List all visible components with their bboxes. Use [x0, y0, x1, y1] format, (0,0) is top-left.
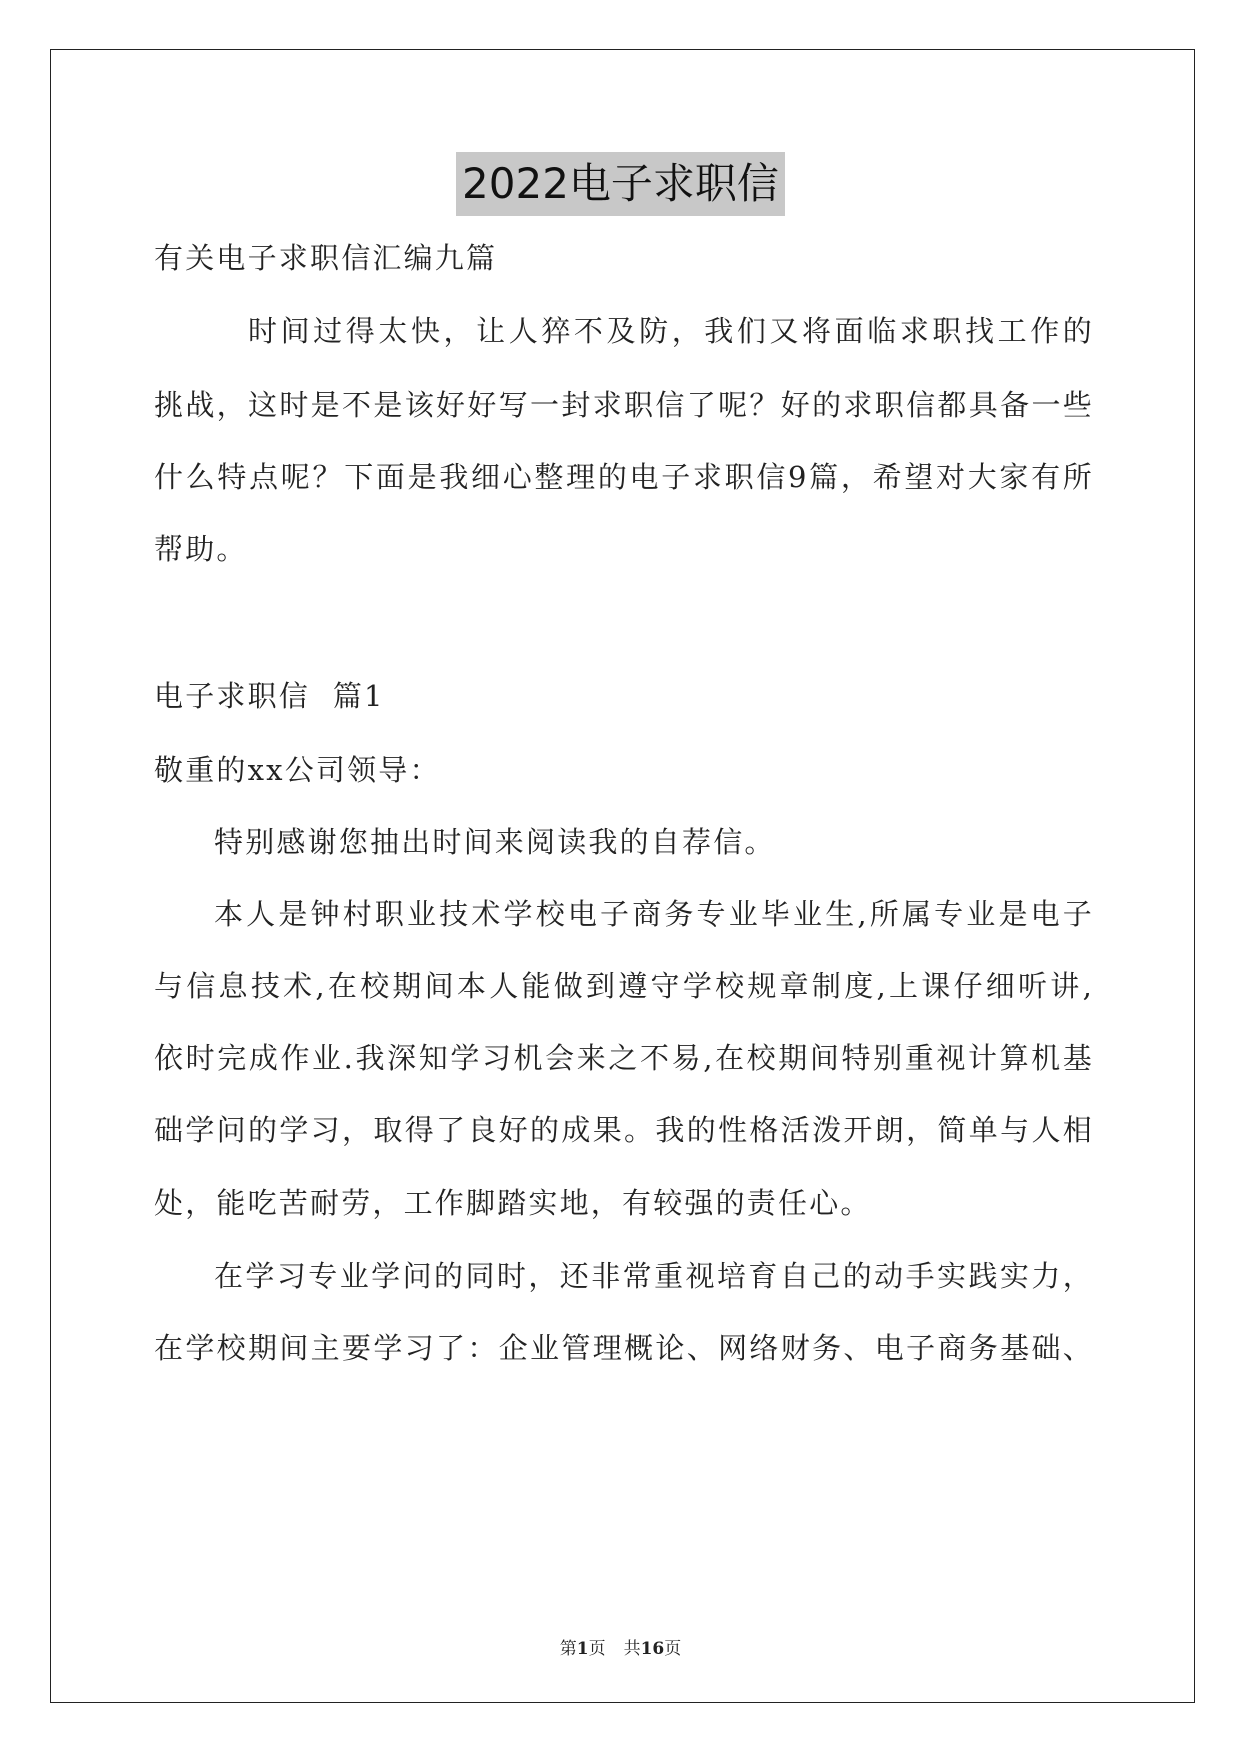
body-line-4: 依时完成作业.我深知学习机会来之不易,在校期间特别重视计算机基 — [154, 1041, 1094, 1075]
intro-line-3: 什么特点呢？下面是我细心整理的电子求职信9篇，希望对大家有所 — [154, 460, 1094, 494]
intro-line-2: 挑战，这时是不是该好好写一封求职信了呢？好的求职信都具备一些 — [154, 388, 1094, 422]
section-heading: 电子求职信 篇1 — [154, 679, 385, 713]
page-number-footer — [0, 1634, 1241, 1659]
body-line-6: 处，能吃苦耐劳，工作脚踏实地，有较强的责任心。 — [154, 1186, 872, 1220]
document-title — [0, 152, 1241, 216]
body-line-2: 本人是钟村职业技术学校电子商务专业毕业生,所属专业是电子 — [214, 897, 1094, 931]
intro-line-1: 时间过得太快，让人猝不及防，我们又将面临求职找工作的 — [248, 314, 1094, 348]
document-subtitle: 有关电子求职信汇编九篇 — [154, 241, 498, 275]
footer-page-suffix: 页 — [588, 1639, 606, 1659]
body-line-5: 础学问的学习，取得了良好的成果。我的性格活泼开朗，简单与人相 — [154, 1113, 1094, 1147]
body-line-7: 在学习专业学问的同时，还非常重视培育自己的动手实践实力， — [214, 1259, 1094, 1293]
document-title-text: 2022电子求职信 — [456, 152, 785, 216]
body-line-8: 在学校期间主要学习了：企业管理概论、网络财务、电子商务基础、 — [154, 1331, 1094, 1365]
salutation: 敬重的xx公司领导： — [154, 753, 441, 787]
body-line-3: 与信息技术,在校期间本人能做到遵守学校规章制度,上课仔细听讲, — [154, 969, 1094, 1003]
footer-total-prefix: 共 — [623, 1639, 641, 1659]
footer-page-total: 16 — [640, 1639, 665, 1659]
page-border — [50, 49, 1195, 1703]
footer-page-current: 1 — [576, 1639, 589, 1659]
intro-line-4: 帮助。 — [154, 532, 248, 566]
body-line-1: 特别感谢您抽出时间来阅读我的自荐信。 — [214, 825, 776, 859]
footer-page-prefix: 第 — [559, 1639, 577, 1659]
footer-total-suffix: 页 — [664, 1639, 682, 1659]
